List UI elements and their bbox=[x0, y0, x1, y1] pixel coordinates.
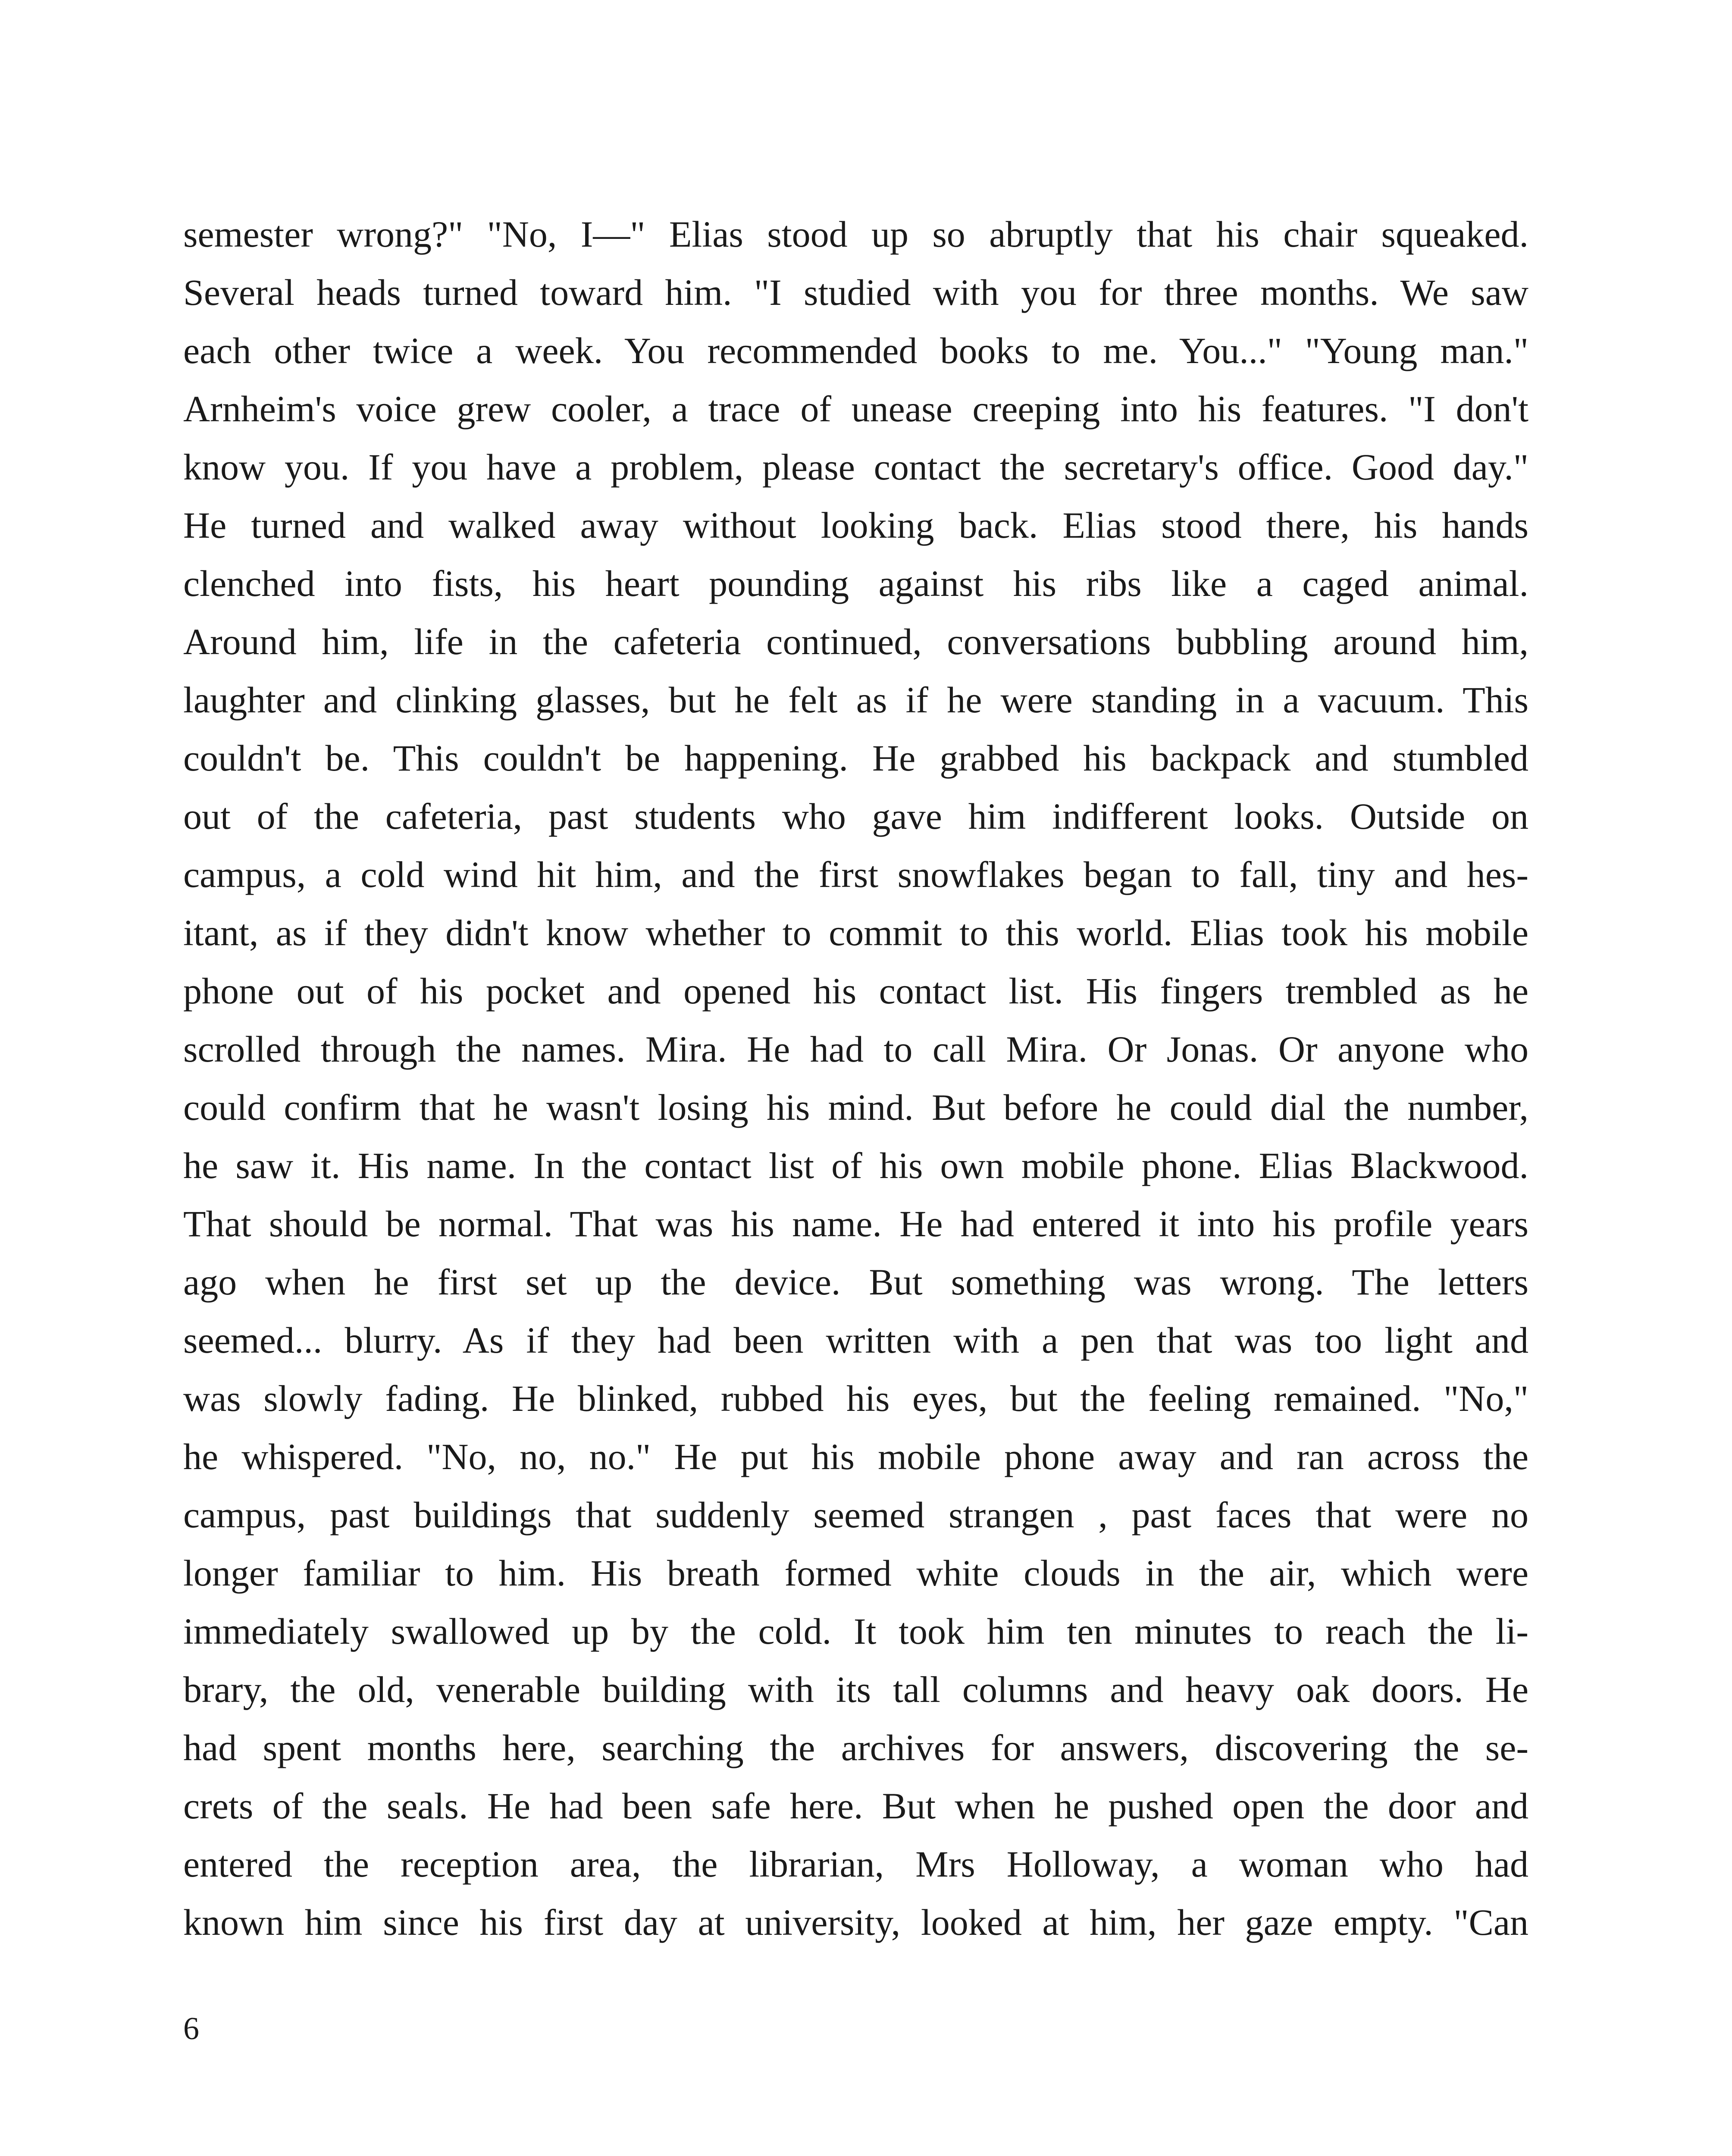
text-line: campus, past buildings that suddenly seemed strangen , past faces that were no bbox=[183, 1494, 1528, 1536]
text-line: scrolled through the names. Mira. He had to call Mira. Or Jonas. Or anyone who bbox=[183, 1028, 1528, 1070]
text-line: phone out of his pocket and opened his contact list. His fingers trembled as he bbox=[183, 970, 1528, 1012]
text-line: was slowly fading. He blinked, rubbed his eyes, but the feeling remained. "No," bbox=[183, 1378, 1528, 1419]
text-line: crets of the seals. He had been safe here. But when he pushed open the door and bbox=[183, 1785, 1528, 1827]
text-line: That should be normal. That was his name. He had entered it into his profile years bbox=[183, 1203, 1528, 1244]
text-line: semester wrong?" "No, I—" Elias stood up so abruptly that his chair squeaked. bbox=[183, 213, 1528, 255]
text-line: know you. If you have a problem, please contact the secretary's office. Good day." bbox=[183, 446, 1528, 488]
page-number: 6 bbox=[183, 2011, 199, 2046]
body-text bbox=[183, 205, 1528, 1952]
text-line: he whispered. "No, no, no." He put his mobile phone away and ran across the bbox=[183, 1436, 1528, 1477]
text-line: campus, a cold wind hit him, and the first snowflakes began to fall, tiny and hes- bbox=[183, 854, 1528, 895]
text-line: Around him, life in the cafeteria continued, conversations bubbling around him, bbox=[183, 621, 1528, 662]
text-line: He turned and walked away without looking back. Elias stood there, his hands bbox=[183, 505, 1528, 546]
text-line: out of the cafeteria, past students who gave him indifferent looks. Outside on bbox=[183, 796, 1528, 837]
text-line: couldn't be. This couldn't be happening. He grabbed his backpack and stumbled bbox=[183, 737, 1528, 779]
text-line: seemed... blurry. As if they had been written with a pen that was too light and bbox=[183, 1319, 1528, 1361]
text-line: Arnheim's voice grew cooler, a trace of unease creeping into his features. "I don't bbox=[183, 388, 1528, 429]
text-line: could confirm that he wasn't losing his mind. But before he could dial the number, bbox=[183, 1087, 1528, 1128]
text-line: immediately swallowed up by the cold. It took him ten minutes to reach the li- bbox=[183, 1611, 1528, 1652]
text-line: ago when he first set up the device. But something was wrong. The letters bbox=[183, 1261, 1528, 1303]
text-line: laughter and clinking glasses, but he felt as if he were standing in a vacuum. This bbox=[183, 679, 1528, 721]
text-line: clenched into fists, his heart pounding against his ribs like a caged animal. bbox=[183, 563, 1528, 604]
text-line: longer familiar to him. His breath formed white clouds in the air, which were bbox=[183, 1552, 1528, 1594]
text-line: had spent months here, searching the archives for answers, discovering the se- bbox=[183, 1727, 1528, 1768]
text-line: brary, the old, venerable building with its tall columns and heavy oak doors. He bbox=[183, 1669, 1528, 1710]
text-line: he saw it. His name. In the contact list of his own mobile phone. Elias Blackwood. bbox=[183, 1145, 1528, 1186]
text-line: each other twice a week. You recommended books to me. You..." "Young man." bbox=[183, 330, 1528, 371]
text-line: known him since his first day at university, looked at him, her gaze empty. "Can bbox=[183, 1902, 1528, 1943]
text-line: itant, as if they didn't know whether to commit to this world. Elias took his mobile bbox=[183, 912, 1528, 953]
text-line: Several heads turned toward him. "I studied with you for three months. We saw bbox=[183, 272, 1528, 313]
text-line: entered the reception area, the librarian, Mrs Holloway, a woman who had bbox=[183, 1843, 1528, 1885]
